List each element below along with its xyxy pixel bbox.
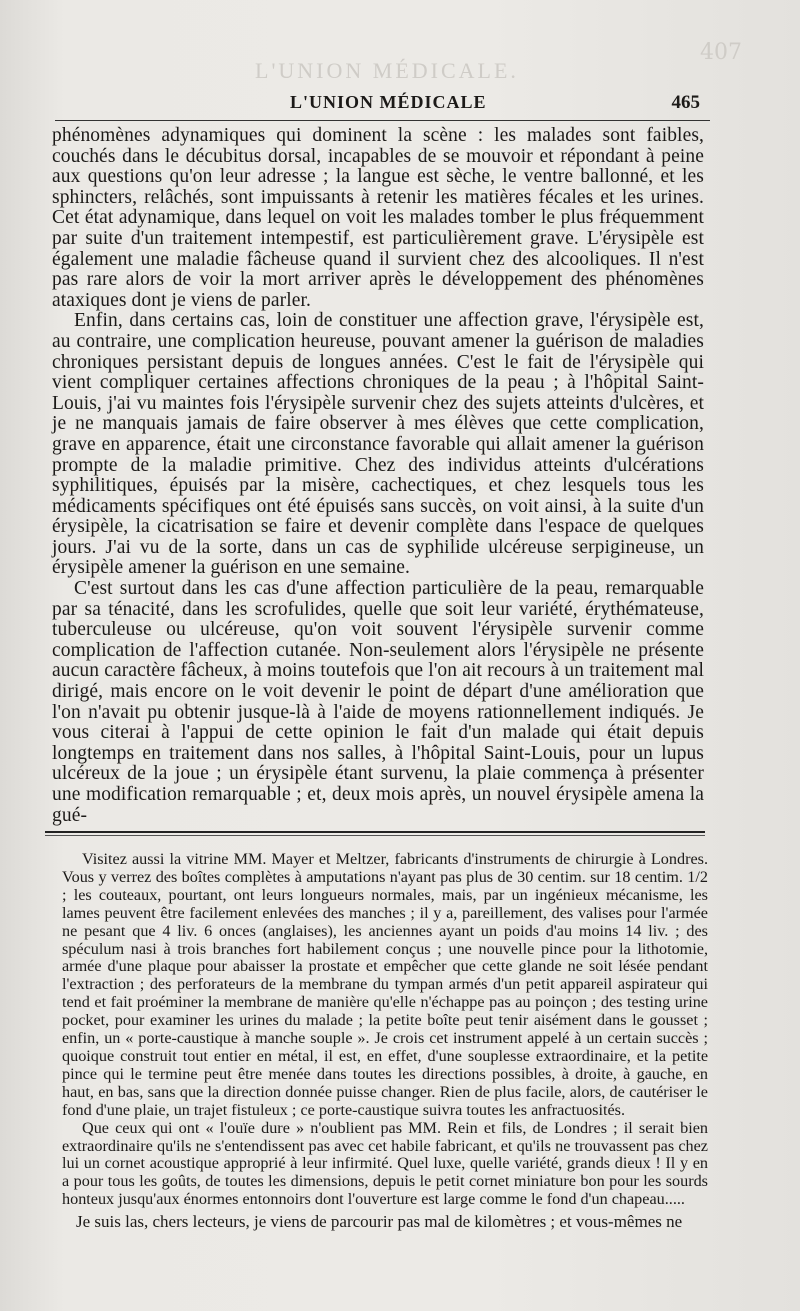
paragraph: phénomènes adynamiques qui dominent la scène : les malades sont faibles, couchés dans le décubitus dorsal, incapables de se mouvoir et répondant à peine aux questions qu'on leur adresse ; la langue est sèche, le ventre ballonné, et les sphincters, relâchés, sont impuissants à retenir les matières fécales et les urines. Cet état adynamique, dans lequel on voit les malades tomber le plus fréquemment par suite d'un traitement intempestif, est particulièrement grave. L'érysipèle est également une maladie fâcheuse quand il survient chez des alcooliques. Il n'est pas rare alors de voir la mort arriver après le développement des phénomènes ataxiques dont je viens de parler. xyxy=(52,125,704,311)
note-paragraph: Visitez aussi la vitrine MM. Mayer et Meltzer, fabricants d'instruments de chirurgie à Londres. Vous y verrez des boîtes complètes à amputations n'ayant pas plus de 30 centim. sur 18 centim. 1/2 ; les couteaux, pourtant, ont leurs longueurs normales, mais, par un ingénieux mécanisme, les lames peuvent être facilement enlevées des manches ; il y a, pareillement, des valises pour l'armée ne pesant que 4 liv. 6 onces (anglaises), les anciennes ayant un poids d'au moins 14 liv. ; des spéculum nasi à trois branches fort habilement conçus ; une nouvelle pince pour la lithotomie, armée d'une plaque pour abaisser la prostate et empêcher que cette glande ne soit lésée pendant l'extraction ; des perforateurs de la membrane du tympan armés d'un petit appareil aspirateur qui tend et fait proéminer la membrane de manière qu'elle n'échappe pas au poinçon ; des testing urine pocket, pour examiner les urines du malade ; la petite boîte peut tenir aisément dans le gousset ; enfin, un « porte-caustique à manche souple ». Je crois cet instrument appelé à un certain succès ; quoique construit tout entier en métal, il est, en effet, d'une souplesse extraordinaire, et la petite pince qui le termine peut être menée dans toutes les directions possibles, à droite, à gauche, en haut, en bas, sans que la direction donnée puisse changer. Rien de plus facile, alors, de cautériser le fond d'une plaie, un trajet fistuleux ; ce porte-caustique suivra toutes les anfractuosités. xyxy=(62,850,708,1119)
paragraph: Enfin, dans certains cas, loin de constituer une affection grave, l'érysipèle est, au contraire, une complication heureuse, pouvant amener la guérison de maladies chroniques persistant depuis de longues années. C'est le fait de l'érysipèle qui vient compliquer certaines affections chroniques de la peau ; à l'hôpital Saint-Louis, j'ai vu maintes fois l'érysipèle survenir chez des sujets atteints d'ulcères, et je ne manquais jamais de faire observer à mes élèves que cette complication, grave en apparence, était une circonstance favorable qui allait amener la guérison prompte de la maladie primitive. Chez des individus atteints d'ulcérations syphilitiques, épuisés par la misère, cachectiques, et chez lesquels tous les médicaments spécifiques ont été épuisés sans succès, on voit ainsi, à la suite d'un érysipèle, la cicatrisation se faire et devenir complète dans l'espace de quelques jours. J'ai vu de la sorte, dans un cas de syphilide ulcéreuse serpigineuse, un érysipèle amener la guérison en une semaine. xyxy=(52,310,704,579)
page-number: 465 xyxy=(671,92,700,113)
section-divider xyxy=(45,831,705,833)
note-last-line: Je suis las, chers lecteurs, je viens de parcourir pas mal de kilomètres ; et vous-mêmes ne xyxy=(76,1212,683,1232)
bleed-through-title: L'UNION MÉDICALE. xyxy=(255,58,519,83)
bleed-through-number: 407 xyxy=(700,40,742,65)
running-title: L'UNION MÉDICALE xyxy=(290,92,487,112)
main-text xyxy=(52,126,704,826)
header-rule xyxy=(55,120,710,121)
feuilleton-text xyxy=(62,851,708,1231)
section-divider-thin xyxy=(45,835,705,836)
paragraph: C'est surtout dans les cas d'une affection particulière de la peau, remarquable par sa ténacité, dans les scrofulides, quelle que soit leur variété, érythémateuse, tuberculeuse ou ulcéreuse, qu'on voit souvent l'érysipèle survenir comme complication de l'affection cutanée. Non-seulement alors l'érysipèle ne présente aucun caractère fâcheux, à moins toutefois que l'on ait recours à un traitement mal dirigé, mais encore on le voit devenir le point de départ d'une amélioration que l'on n'avait pu obtenir jusque-là à l'aide de moyens rationnellement indiqués. Je vous citerai à l'appui de cette opinion le fait d'un malade qui était depuis longtemps en traitement dans nos salles, à l'hôpital Saint-Louis, pour un lupus ulcéreux de la joue ; un érysipèle étant survenu, la plaie commença à présenter une modification remarquable ; et, deux mois après, un nouvel érysipèle amena la gué- xyxy=(52,578,704,826)
note-paragraph: Que ceux qui ont « l'ouïe dure » n'oublient pas MM. Rein et fils, de Londres ; il serait bien extraordinaire qu'ils ne s'entendissent pas avec cet habile fabricant, et qu'ils ne trouvassent pas chez lui un cornet acoustique approprié à leur infirmité. Quel luxe, quelle variété, grands dieux ! Il y en a pour tous les goûts, de toutes les dimensions, depuis le petit cornet miniature bon pour les sourds honteux jusqu'aux énormes entonnoirs dont l'ouverture est large comme le fond d'un chapeau..... xyxy=(62,1118,708,1209)
